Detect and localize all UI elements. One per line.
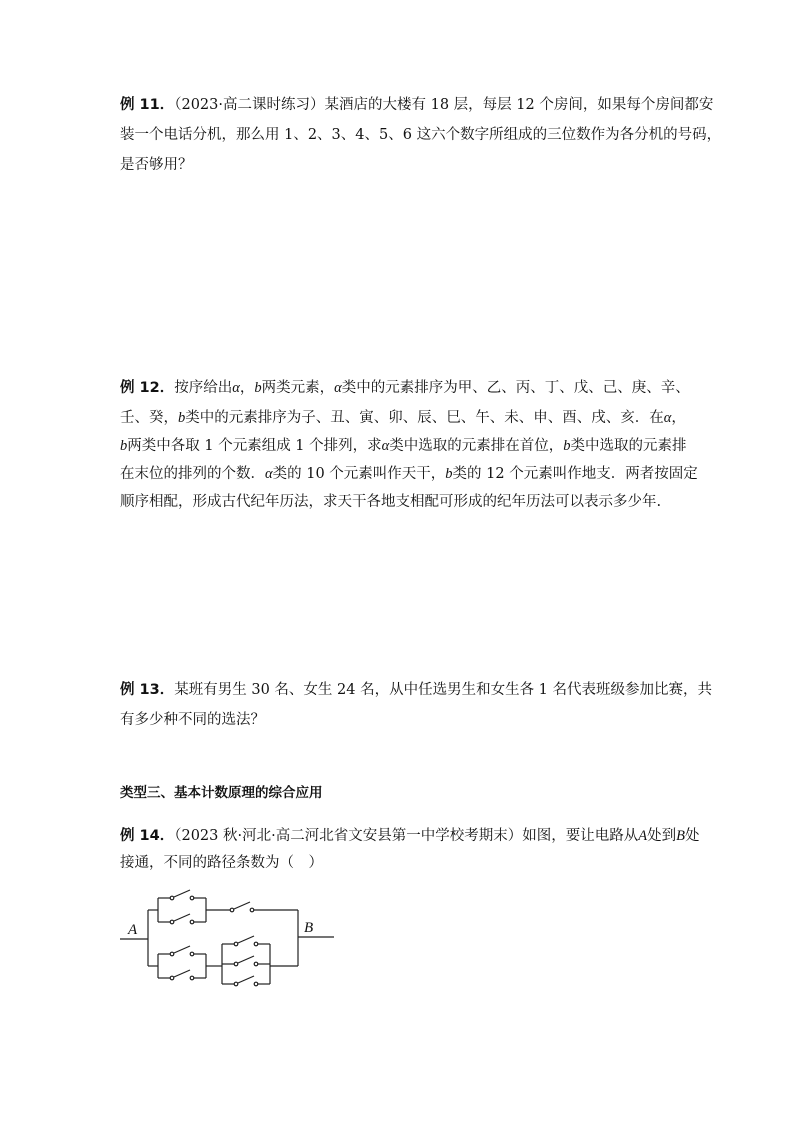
ex12-var-a: α — [232, 380, 240, 396]
ex13-text-2: 有多少种不同的选法？ — [120, 712, 265, 728]
switch-4 — [174, 946, 190, 953]
ex14-point-b: B — [676, 828, 685, 844]
ex12-var-b: b — [563, 438, 571, 454]
ex12-text-1d: 类中的元素排序为甲、乙、丙、丁、戊、己、庚、辛、 — [341, 380, 690, 396]
ex12-var-a: α — [265, 466, 273, 482]
bottom-left-parallel-switch-group — [158, 946, 206, 980]
ex11-line-3 — [120, 155, 193, 175]
ex12-var-a: α — [381, 438, 390, 454]
ex12-text-5: 顺序相配，形成古代纪年历法，求天干各地支相配可形成的纪年历法可以表示多少年. — [120, 494, 662, 510]
ex12-var-b: b — [445, 466, 453, 482]
circuit-label-a: A — [128, 922, 138, 938]
top-parallel-switch-group — [158, 890, 206, 924]
ex12-text-4a: 在末位的排列的个数． — [120, 466, 265, 482]
ex14-text-1b: 处到 — [647, 828, 677, 844]
ex12-line-3 — [120, 436, 687, 456]
switch-1 — [174, 890, 190, 897]
ex12-text-3c: 类中选取的元素排 — [570, 438, 687, 454]
ex12-text-1b: ， — [239, 380, 255, 396]
circuit-diagram — [118, 888, 340, 996]
ex14-text-2: 接通，不同的路径条数为（ ） — [120, 855, 323, 871]
ex13-label: 例 13． — [120, 682, 175, 698]
ex14-line-1 — [120, 826, 699, 846]
ex14-point-a: A — [638, 828, 648, 844]
ex12-label: 例 12． — [120, 380, 175, 396]
ex14-text-1c: 处 — [684, 828, 700, 844]
ex12-line-4 — [120, 464, 698, 484]
ex12-var-b: b — [178, 410, 186, 426]
ex12-text-2c: ， — [671, 410, 686, 426]
ex12-text-4c: 类的 12 个元素叫作地支．两者按固定 — [452, 466, 698, 482]
bottom-right-parallel-switch-group — [222, 936, 270, 986]
ex11-text-3: 是否够用？ — [120, 157, 193, 173]
ex12-var-b: b — [254, 380, 262, 396]
ex11-text-2: 装一个电话分机，那么用 1、2、3、4、5、6 这六个数字所组成的三位数作为各分机的号码， — [120, 127, 722, 143]
ex12-line-5 — [120, 492, 661, 512]
ex11-label: 例 11． — [120, 97, 175, 113]
ex12-text-2a: 壬、癸， — [120, 410, 178, 426]
switch-5 — [174, 970, 190, 977]
ex11-line-1 — [120, 95, 713, 115]
ex12-var-a: α — [334, 380, 342, 396]
ex13-line-1 — [120, 680, 712, 700]
ex11-line-2 — [120, 125, 721, 145]
ex14-line-2 — [120, 853, 323, 873]
section-title: 类型三、基本计数原理的综合应用 — [120, 785, 323, 801]
ex12-text-1a: 按序给出 — [174, 380, 233, 396]
circuit-label-b: B — [304, 920, 314, 936]
switch-3 — [234, 902, 250, 909]
switch-6 — [238, 936, 254, 943]
ex11-text-1: （2023·高二课时练习）某酒店的大楼有 18 层，每层 12 个房间，如果每个房间都安 — [174, 97, 714, 113]
ex14-label: 例 14． — [120, 828, 175, 844]
ex12-line-2 — [120, 408, 686, 428]
switch-2 — [174, 914, 190, 921]
ex13-line-2 — [120, 710, 265, 730]
ex12-var-b: b — [120, 438, 128, 454]
ex12-line-1 — [120, 378, 690, 398]
ex14-text-1a: （2023 秋·河北·高二河北省文安县第一中学校考期末）如图，要让电路从 — [174, 828, 639, 844]
ex12-var-a: α — [663, 410, 672, 426]
ex12-text-3a: 两类中各取 1 个元素组成 1 个排列，求 — [127, 438, 382, 454]
ex12-text-3b: 类中选取的元素排在首位， — [389, 438, 564, 454]
switch-8 — [238, 976, 254, 983]
switch-7 — [238, 956, 254, 963]
ex12-text-4b: 类的 10 个元素叫作天干， — [272, 466, 446, 482]
ex13-text-1: 某班有男生 30 名、女生 24 名，从中任选男生和女生各 1 名代表班级参加比赛，共 — [174, 682, 713, 698]
ex12-text-1c: 两类元素， — [261, 380, 335, 396]
ex12-text-2b: 类中的元素排序为子、丑、寅、卯、辰、巳、午、未、申、酉、戌、亥．在 — [185, 410, 664, 426]
